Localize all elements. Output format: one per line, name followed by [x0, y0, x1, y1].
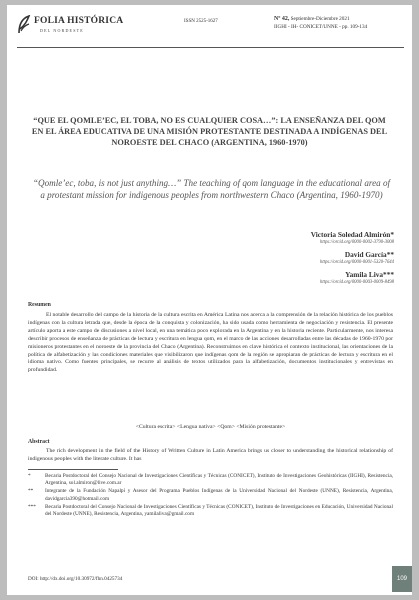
- folia-leaf-icon: [17, 15, 31, 35]
- issue-number: Nº 42,: [274, 16, 290, 22]
- author-orcid-link[interactable]: https://orcid.org/0000-0001-5320-7644: [320, 260, 394, 265]
- author-name: Yamila Liva***: [345, 270, 394, 279]
- author-list: [194, 230, 394, 290]
- footnote-divider: [28, 469, 118, 470]
- abstract-text: The rich development in the field of the History of Written Culture in Latin America brings us closer to understanding the historical relationship of indigenous peoples with the literate culture. It has: [28, 448, 393, 462]
- footnote-mark: ***: [28, 503, 36, 510]
- journal-logo: [17, 15, 172, 39]
- author-orcid-link[interactable]: https://orcid.org/0000-0002-3790-3008: [320, 240, 394, 245]
- issue-info: [274, 15, 404, 31]
- issn: ISSN 2525-1627: [184, 19, 218, 24]
- keywords: <Cultura escrita> <Lengua nativa> <Qom> <Misión protestante>: [135, 424, 286, 430]
- footnote: [28, 504, 393, 518]
- footnotes: [28, 473, 393, 519]
- author-block: [194, 270, 394, 286]
- footnote-mark: *: [28, 473, 31, 479]
- doi-link[interactable]: DOI: http://dx.doi.org/10.30972/fhn.0425734: [28, 576, 123, 582]
- footnote-text: Integrante de la Fundación Napalpí y Asesor del Programa Pueblos Indígenas de la Universidad Nacional del Nordeste (UNNE), Resistencia, Argentina, davidgarcia390@hotmail.com: [45, 488, 393, 502]
- article-title: “QUE EL QOMLE’EC, EL TOBA, NO ES CUALQUIER COSA…”: LA ENSEÑANZA DEL QOM EN EL ÁREA EDUCATIVA DE UNA MISIÓN PROTESTANTE DESTINADA A INDÍGENAS DEL NOROESTE DEL CHACO (ARGENTINA, 1960-1970): [31, 116, 388, 148]
- footnote: [28, 488, 393, 502]
- page-number: 109: [392, 566, 412, 592]
- issue-period: Septiembre-Diciembre 2021: [289, 16, 350, 22]
- author-orcid-link[interactable]: https://orcid.org/0000-0003-0009-8498: [320, 280, 394, 285]
- resumen-heading: Resumen: [28, 302, 51, 308]
- footnote-mark: **: [28, 488, 34, 495]
- english-title: “Qomle’ec, toba, is not just anything…” The teaching of qom language in the educational area of a protestant mission for indigenous peoples from northwestern Chaco (Argentina, 1960-1970): [32, 178, 391, 200]
- journal-title: FOLIA HISTÓRICA: [34, 16, 124, 26]
- author-name: David García**: [344, 250, 394, 259]
- footnote-text: Becaria Postdoctoral del Consejo Nacional de Investigaciones Científicas y Técnicas (CONICET), Instituto de Investigaciones en Educación, Universidad Nacional del Nordeste (UNNE), Resistencia, Argentina, yamilaliva@gmail.com: [45, 503, 393, 518]
- article-page: [7, 5, 412, 595]
- journal-header: [17, 13, 404, 48]
- issue-details: IIGHI - IH- CONICET/UNNE - pp. 109-134: [274, 24, 368, 30]
- author-block: [194, 230, 394, 246]
- footnote-text: Becaria Postdoctoral del Consejo Nacional de Investigaciones Científicas y Técnicas (CONICET), Instituto de Investigaciones Geohistóricas (IIGHI), Resistencia, Argentina, sol.almiron@live.com.ar: [45, 473, 393, 487]
- author-name: Victoria Soledad Almirón*: [310, 230, 394, 239]
- abstract-heading: Abstract: [28, 439, 50, 445]
- resumen-text: El notable desarrollo del campo de la historia de la cultura escrita en América Latina nos acerca a la comprensión de la relación histórica de los pueblos indígenas con la cultura letrada que, desde la época de la conquista y colonización, ha sido usada como herramienta de negociación y resistencia. El presente artículo aporta a este campo de discusiones a nivel local, en una temática poco explorada en la Argentina y en la historia reciente. Particularmente, nos interesa describir procesos de enseñanza de prácticas de lectura y escritura en lengua qom, en el marco de las acciones desarrolladas entre las décadas de 1960-1970 por misioneros protestantes en el noroeste de la provincia del Chaco (Argentina). Reconstruimos en clave histórica el contexto institucional, las orientaciones de la política de alfabetización y las condiciones materiales que visibilizaron que indígenas qom de la región se apropiaran de prácticas de lectura y escritura en el idioma nativo. Como fuentes principales, se recurre al análisis de textos utilizados para la alfabetización, documentos institucionales y entrevistas en profundidad.: [28, 312, 393, 374]
- author-block: [194, 250, 394, 266]
- footnote: [28, 473, 393, 487]
- journal-subtitle: DEL NORDESTE: [40, 28, 84, 33]
